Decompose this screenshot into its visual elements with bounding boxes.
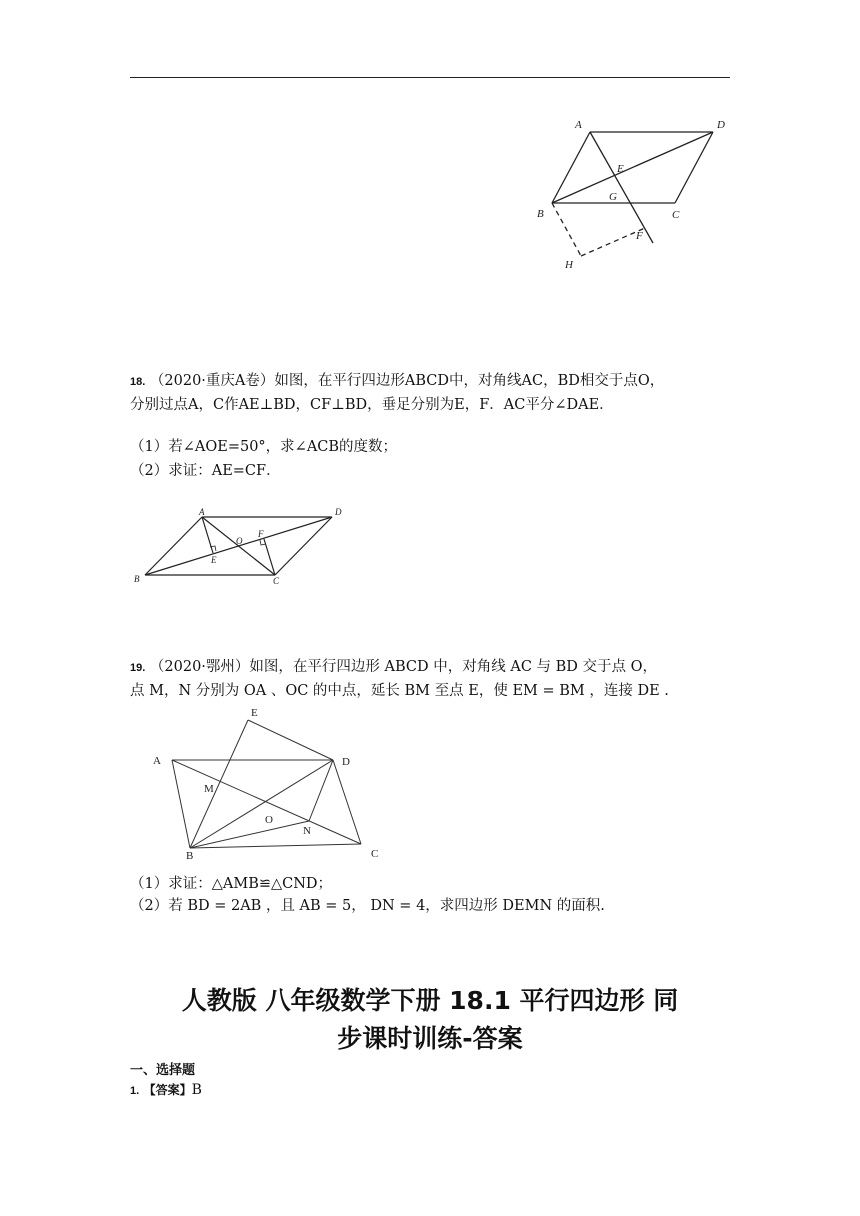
fig19-label-M: M bbox=[204, 783, 214, 795]
fig18-label-D: D bbox=[335, 507, 342, 517]
fig19-label-A: A bbox=[153, 755, 161, 767]
seg-BD bbox=[190, 760, 333, 848]
fig19-label-O: O bbox=[265, 814, 273, 826]
seg-BN bbox=[190, 821, 309, 848]
right-angle-E bbox=[210, 546, 216, 551]
q18-sub-1: （1）若∠AOE=50°，求∠ACB的度数； bbox=[130, 439, 398, 455]
q19-number: 19. bbox=[130, 662, 146, 674]
fig17-label-G: G bbox=[609, 191, 617, 203]
seg-AE bbox=[202, 517, 213, 553]
seg-BH bbox=[552, 203, 581, 256]
fig17-label-D: D bbox=[717, 119, 725, 131]
answer-title-line-1: 人教版 八年级数学下册 18.1 平行四边形 同 bbox=[181, 986, 679, 1015]
seg-BE bbox=[190, 720, 248, 848]
section-heading: 一、选择题 bbox=[130, 1063, 196, 1078]
seg-ND bbox=[309, 760, 333, 821]
q19-sub-2: （2）若 BD = 2AB ，且 AB = 5， DN = 4，求四边形 DEMN 的面积. bbox=[130, 898, 605, 914]
q18-text-1: （2020·重庆A卷）如图，在平行四边形ABCD中，对角线AC，BD相交于点O， bbox=[149, 373, 665, 389]
fig17-label-B: B bbox=[537, 208, 544, 220]
q18-sub-2: （2）求证：AE=CF． bbox=[130, 463, 281, 479]
answer-1-value: B bbox=[191, 1082, 202, 1098]
fig18-label-B: B bbox=[134, 574, 140, 584]
answer-1-number: 1. bbox=[130, 1085, 140, 1097]
fig18-label-O: O bbox=[236, 536, 243, 546]
figure-q18 bbox=[130, 502, 355, 587]
fig19-label-B: B bbox=[186, 850, 194, 862]
answer-1 bbox=[130, 1081, 202, 1098]
seg-AB bbox=[172, 760, 190, 848]
fig19-label-D: D bbox=[342, 756, 350, 768]
header-rule bbox=[130, 77, 730, 78]
q19-text-1: （2020·鄂州）如图，在平行四边形 ABCD 中，对角线 AC 与 BD 交于点 O， bbox=[149, 659, 658, 675]
q18-line-1 bbox=[130, 371, 664, 392]
answer-1-label: 【答案】 bbox=[143, 1083, 192, 1097]
seg-DC bbox=[333, 760, 361, 844]
fig19-label-C: C bbox=[371, 848, 379, 860]
seg-AC bbox=[172, 760, 361, 844]
seg-DC bbox=[675, 132, 713, 203]
q19-sub-1: （1）求证：△AMB≌△CND； bbox=[130, 876, 333, 892]
q19-text-2: 点 M，N 分别为 OA 、OC 的中点，延长 BM 至点 E，使 EM = BM ，连接 DE . bbox=[130, 683, 669, 699]
fig19-label-E: E bbox=[251, 707, 258, 719]
seg-AB bbox=[552, 132, 590, 203]
seg-BD bbox=[552, 132, 713, 203]
fig18-label-E: E bbox=[211, 555, 217, 565]
fig17-label-H: H bbox=[565, 259, 573, 271]
answer-title-line-2: 步课时训练-答案 bbox=[337, 1024, 523, 1053]
fig18-label-F: F bbox=[258, 529, 264, 539]
figure-q17 bbox=[535, 115, 735, 275]
seg-BC bbox=[190, 844, 361, 848]
q19-line-1 bbox=[130, 657, 657, 678]
fig18-label-A: A bbox=[199, 507, 205, 517]
seg-AF bbox=[590, 132, 653, 243]
fig17-label-C: C bbox=[672, 209, 680, 221]
fig17-label-A: A bbox=[575, 119, 582, 131]
q18-text-2: 分别过点A，C作AE⊥BD，CF⊥BD，垂足分别为E，F．AC平分∠DAE． bbox=[130, 397, 614, 413]
figure-q19 bbox=[148, 703, 388, 863]
fig18-label-C: C bbox=[273, 576, 280, 586]
q18-number: 18. bbox=[130, 376, 146, 388]
fig17-label-E: E bbox=[617, 163, 624, 175]
fig17-label-F: F bbox=[636, 230, 643, 242]
fig19-label-N: N bbox=[303, 825, 311, 837]
seg-ED bbox=[248, 720, 333, 760]
